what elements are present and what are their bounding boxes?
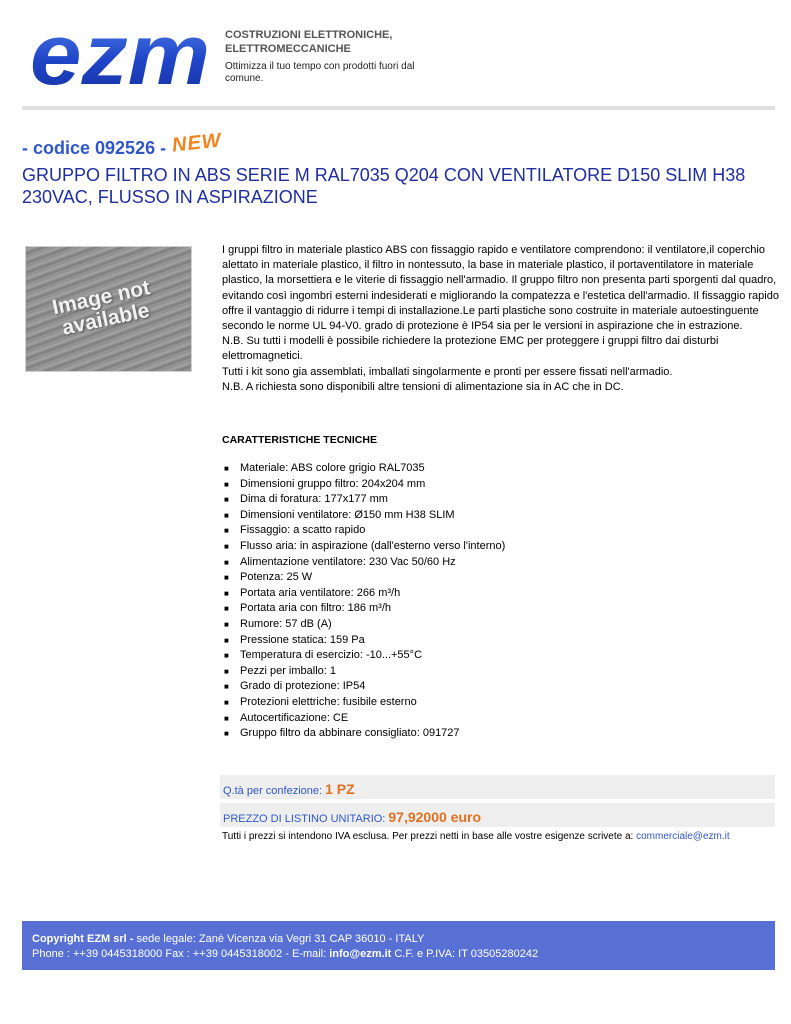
footer-address: sede legale: Zanè Vicenza via Vegri 31 CAP 36010 - ITALY: [136, 933, 425, 945]
price-value: 97,92000 euro: [388, 809, 481, 825]
spec-item: ■ Fissaggio: a scatto rapido: [222, 523, 505, 539]
spec-item: ■ Pressione statica: 159 Pa: [222, 633, 505, 649]
spec-item: ■ Dimensioni ventilatore: Ø150 mm H38 SLIM: [222, 508, 505, 524]
footer-contact-line: [32, 948, 538, 960]
qty-label-text: Q.tà per confezione:: [223, 785, 323, 797]
spec-item: ■ Autocertificazione: CE: [222, 711, 505, 727]
footer-email-link[interactable]: info@ezm.it: [329, 948, 392, 960]
product-title: GRUPPO FILTRO IN ABS SERIE M RAL7035 Q204 CON VENTILATORE D150 SLIM H38 230VAC, FLUSSO IN ASPIRAZIONE: [22, 165, 746, 207]
price-label: [223, 809, 481, 825]
footer: [22, 921, 775, 970]
header-divider: [22, 106, 775, 110]
company-tagline: [225, 28, 425, 85]
spec-item: ■ Rumore: 57 dB (A): [222, 617, 505, 633]
spec-item: ■ Materiale: ABS colore grigio RAL7035: [222, 461, 505, 477]
qty-label: [223, 781, 355, 797]
commercial-email-link[interactable]: commerciale@ezm.it: [636, 831, 730, 842]
footer-vat: C.F. e P.IVA: IT 03505280242: [394, 948, 539, 960]
product-description: [222, 243, 782, 395]
qty-box: [220, 775, 775, 799]
price-note: [222, 831, 730, 842]
spec-item: ■ Portata aria ventilatore: 266 m³/h: [222, 586, 505, 602]
spec-item: ■ Flusso aria: in aspirazione (dall'esterno verso l'interno): [222, 539, 505, 555]
specs-list: [222, 461, 505, 742]
footer-phone: Phone : ++39 0445318000 Fax : ++39 0445318002 - E-mail:: [32, 948, 327, 960]
spec-item: ■ Pezzi per imballo: 1: [222, 664, 505, 680]
specs-heading: CARATTERISTICHE TECNICHE: [222, 434, 377, 446]
description-paragraph: I gruppi filtro in materiale plastico ABS con fissaggio rapido e ventilatore comprendono: il ventilatore,il coperchio alettato in materiale plastico, il filtro in nontessuto, la base in materiale plastico, il portaventilatore in materiale plastico, la morsettiera e le viterie di fissaggio nell'armadio. Il gruppo filtro non presenta parti sporgenti dal quadro, evitando così ingombri esterni indesiderati e migliorando la compatezza e l'estetica dell'armadio. Il fissaggio rapido offre il vantaggio di ridurre i tempi di installazione.Le parti plastiche sono costruite in materiale autoestinguente secondo le norme UL 94-V0. grado di protezione è IP54 sia per le versioni in aspirazione che in estrazione.: [222, 244, 779, 333]
description-paragraph: N.B. A richiesta sono disponibili altre tensioni di alimentazione sia in AC che in DC.: [222, 380, 624, 393]
footer-copyright: Copyright EZM srl -: [32, 933, 134, 945]
ezm-logo: [30, 20, 210, 92]
description-paragraph: Tutti i kit sono gia assemblati, imballati singolarmente e pronti per essere fissati nell'armadio.: [222, 365, 673, 378]
spec-item: ■ Potenza: 25 W: [222, 570, 505, 586]
qty-value: 1 PZ: [325, 781, 355, 797]
product-image-placeholder: [25, 246, 192, 372]
company-slogan: Ottimizza il tuo tempo con prodotti fuori dal comune.: [225, 61, 415, 84]
spec-item: ■ Gruppo filtro da abbinare consigliato: 091727: [222, 726, 505, 742]
spec-item: ■ Alimentazione ventilatore: 230 Vac 50/60 Hz: [222, 555, 505, 571]
spec-item: ■ Portata aria con filtro: 186 m³/h: [222, 601, 505, 617]
spec-item: ■ Dimensioni gruppo filtro: 204x204 mm: [222, 477, 505, 493]
price-box: [220, 803, 775, 827]
product-code: - codice 092526 -: [22, 138, 167, 158]
company-type: COSTRUZIONI ELETTRONICHE, ELETTROMECCANICHE: [225, 29, 393, 55]
spec-item: ■ Grado di protezione: IP54: [222, 679, 505, 695]
spec-item: ■ Dima di foratura: 177x177 mm: [222, 492, 505, 508]
spec-item: ■ Temperatura di esercizio: -10...+55°C: [222, 648, 505, 664]
price-note-text: Tutti i prezzi si intendono IVA esclusa. Per prezzi netti in base alle vostre esigenze scrivete a:: [222, 831, 634, 842]
description-paragraph: N.B. Su tutti i modelli è possibile richiedere la protezione EMC per proteggere i gruppi filtro dai disturbi elettromagnetici.: [222, 335, 719, 363]
image-placeholder-text: Image not available: [50, 276, 153, 340]
spec-item: ■ Protezioni elettriche: fusibile esterno: [222, 695, 505, 711]
price-label-text: PREZZO DI LISTINO UNITARIO:: [223, 813, 386, 825]
svg-text:ezm: ezm: [30, 20, 210, 92]
footer-address-line: [32, 933, 424, 945]
new-badge: NEW: [170, 129, 223, 157]
